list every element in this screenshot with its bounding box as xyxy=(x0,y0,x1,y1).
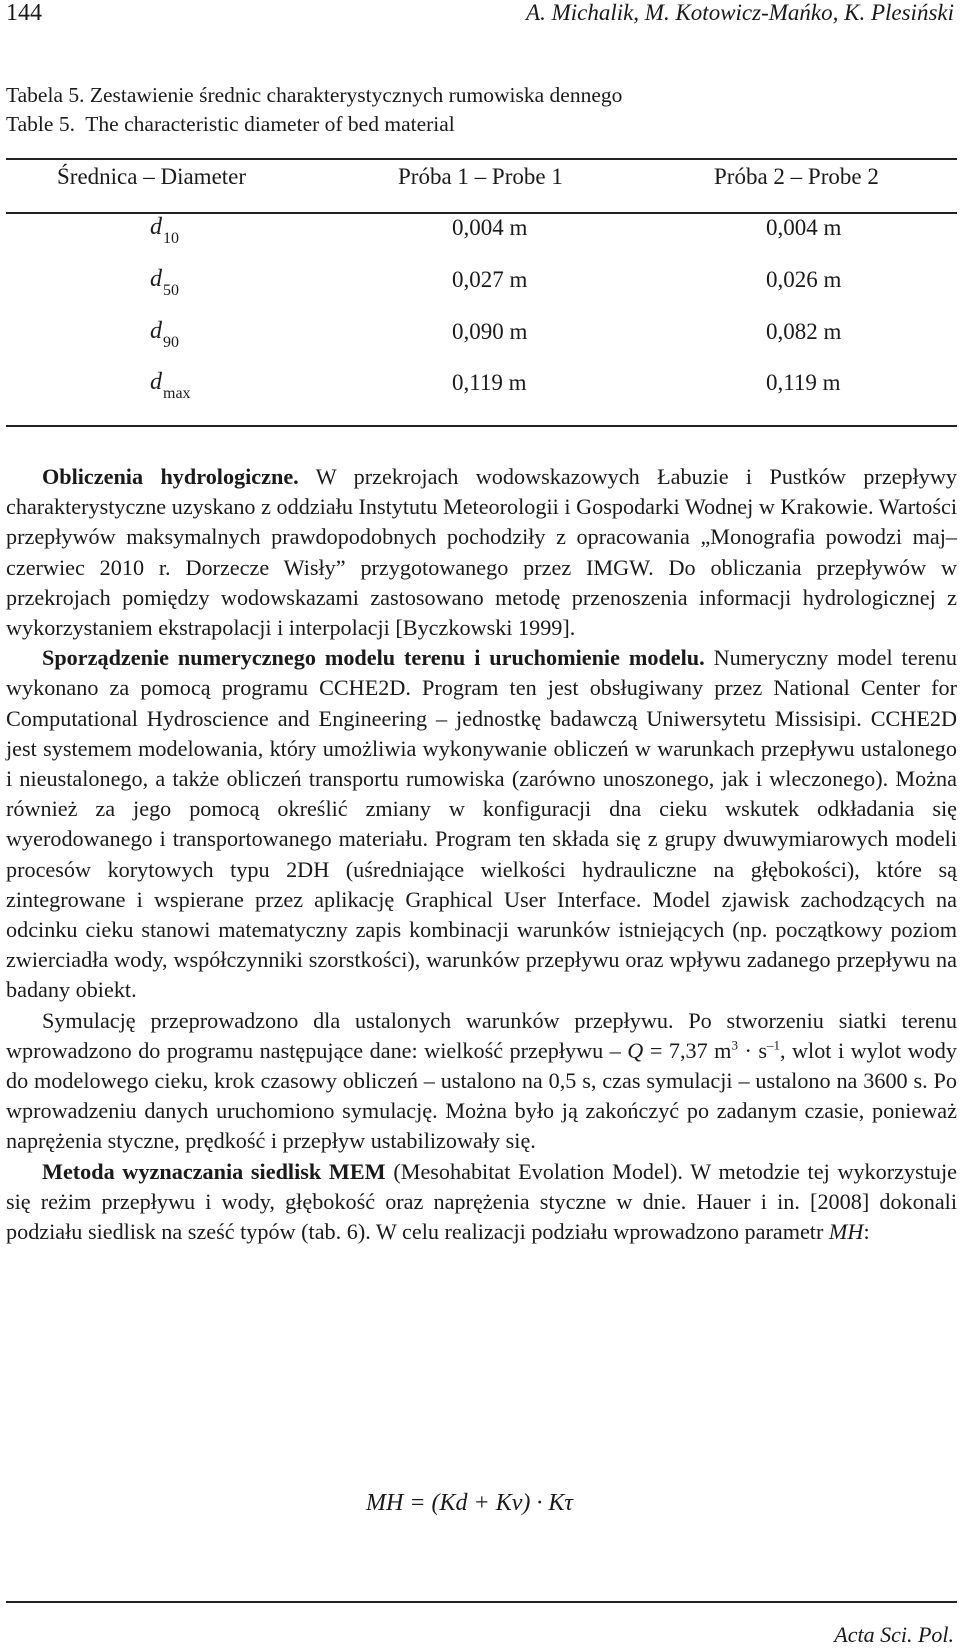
table-header-diameter: Średnica – Diameter xyxy=(57,164,247,189)
diameter-symbol: $d_{90}$ xyxy=(150,318,179,351)
journal-footer: Acta Sci. Pol. xyxy=(834,1622,954,1647)
diameter-symbol: $d_{max}$ xyxy=(150,369,191,402)
table-rule-mid xyxy=(6,212,957,214)
probe1-value: 0,090 m xyxy=(452,319,528,344)
table-rule-bottom xyxy=(6,425,957,427)
table-caption-pl: Tabela 5. Zestawienie średnic charakterystycznych rumowiska dennego xyxy=(6,83,623,107)
probe2-value: 0,026 m xyxy=(766,267,842,292)
section-heading: Metoda wyznaczania siedlisk MEM xyxy=(42,1158,386,1184)
probe1-value: 0,004 m xyxy=(452,215,528,240)
probe1-value: 0,119 m xyxy=(452,370,527,395)
table-header-probe2: Próba 2 – Probe 2 xyxy=(714,164,879,189)
page-number: 144 xyxy=(6,0,42,26)
diameter-symbol: $d_{50}$ xyxy=(150,266,179,299)
body-text xyxy=(6,462,957,1247)
table-caption-en: Table 5. The characteristic diameter of bed material xyxy=(6,112,455,136)
equation-mh: MH = (Kd + Kv) · Kτ xyxy=(366,1490,573,1516)
paragraph-simulation: Symulację przeprowadzono dla ustalonych warunków przepływu. Po stworzeniu siatki terenu wprowadzono do programu następujące dane: wielkość przepływu – Q = 7,37 $m^3 \cdot s^{-1}$, wlot i wylot wody do modelowego cieku, krok czasowy obliczeń – ustalono na 0,5 s, czas symulacji – ustalono na 3600 s. Po wprowadzeniu danych uruchomiono symulację. Można było ją zakończyć po zadanym czasie, ponieważ naprężenia styczne, prędkość i przepływ ustabilizowały się. xyxy=(6,1007,957,1154)
table-rule-top xyxy=(6,158,957,160)
footer-rule xyxy=(6,1601,957,1603)
probe2-value: 0,119 m xyxy=(766,370,841,395)
probe2-value: 0,082 m xyxy=(766,319,842,344)
section-heading: Obliczenia hydrologiczne. xyxy=(42,464,299,489)
section-heading: Sporządzenie numerycznego modelu terenu i uruchomienie modelu. xyxy=(42,645,705,671)
table-header-probe1: Próba 1 – Probe 1 xyxy=(398,164,563,189)
paragraph-mem-method: Metoda wyznaczania siedlisk MEM (Mesohabitat Evolation Model). W metodzie tej wykorzystuje się reżim przepływu i wody, głębokość oraz naprężenia styczne w dnie. Hauer i in. [2008] dokonali podziału siedlisk na sześć typów (tab. 6). W celu realizacji podziału wprowadzono parametr MH: xyxy=(6,1158,957,1245)
paragraph-hydrology: Obliczenia hydrologiczne. W przekrojach wodowskazowych Łabuzie i Pustków przepływy charakterystyczne uzyskano z oddziału Instytutu Meteorologii i Gospodarki Wodnej w Krakowie. Wartości przepływów maksymalnych prawdopodobnych pochodziły z opracowania „Monografia powodzi maj–czerwiec 2010 r. Dorzecze Wisły” przygotowanego przez IMGW. Do obliczania przepływów w przekrojach pomiędzy wodowskazami zastosowano metodę przenoszenia informacji hydrologicznej z wykorzystaniem ekstrapolacji i interpolacji [Byczkowski 1999]. xyxy=(6,464,957,641)
probe2-value: 0,004 m xyxy=(766,215,842,240)
running-head-authors: A. Michalik, M. Kotowicz-Mańko, K. Plesiński xyxy=(526,0,954,25)
paragraph-terrain-model: Sporządzenie numerycznego modelu terenu i uruchomienie modelu. Numeryczny model terenu wykonano za pomocą programu CCHE2D. Program ten jest obsługiwany przez National Center for Computational Hydroscience and Engineering – jednostkę badawczą Uniwersytetu Missisipi. CCHE2D jest systemem modelowania, który umożliwia wykonywanie obliczeń w warunkach przepływu ustalonego i nieustalonego, a także obliczeń transportu rumowiska (zarówno unoszonego, jak i wleczonego). Można również za jego pomocą określić zmiany w konfiguracji dna cieku wskutek odkładania się wyerodowanego i transportowanego materiału. Program ten składa się z grupy dwuwymiarowych modeli procesów korytowych typu 2DH (uśredniające wielkości hydrauliczne na głębokości), które są zintegrowane i wspierane przez aplikację Graphical User Interface. Model zjawisk zachodzących na odcinku cieku stanowi matematyczny zapis kombinacji warunków istniejących (np. początkowy poziom zwierciadła wody, współczynniki szorstkości), warunków przepływu oraz wpływu zadanego przepływu na badany obiekt. xyxy=(6,645,957,1003)
probe1-value: 0,027 m xyxy=(452,267,528,292)
diameter-symbol: $d_{10}$ xyxy=(150,214,179,247)
